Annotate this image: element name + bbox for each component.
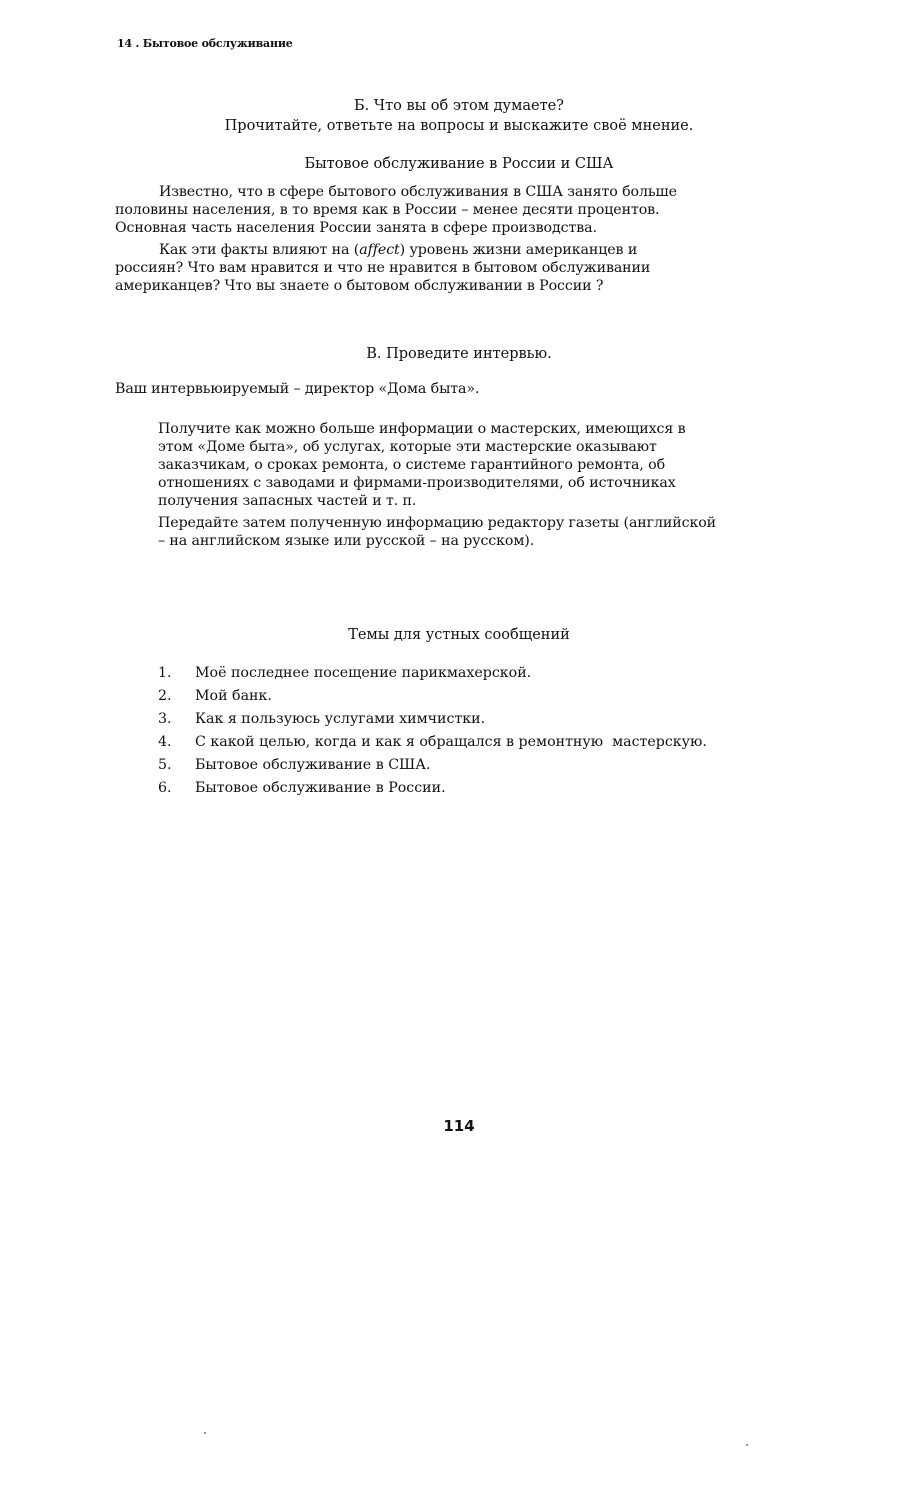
section-b-instruction: Прочитайте, ответьте на вопросы и выскажите своё мнение.	[224, 118, 694, 134]
section-v-heading: В. Проведите интервью.	[366, 346, 552, 362]
section-b-paragraph-2	[115, 241, 795, 295]
section-b-heading: Б. Что вы об этом думаете?	[354, 98, 564, 114]
text-run: ) уровень жизни американцев и	[399, 242, 638, 258]
paragraph-line: Получите как можно больше информации о мастерских, имеющихся в	[158, 421, 686, 437]
list-item	[158, 707, 707, 730]
list-item-number: 4.	[158, 733, 172, 750]
list-item	[158, 684, 707, 707]
list-item	[158, 730, 707, 753]
paragraph-line: получения запасных частей и т. п.	[158, 493, 417, 509]
list-item-number: 3.	[158, 710, 172, 727]
paragraph-line: половины населения, в то время как в России – менее десяти процентов.	[115, 202, 660, 218]
list-item-number: 6.	[158, 779, 172, 796]
list-item	[158, 776, 707, 799]
list-item-text: Мой банк.	[195, 687, 272, 704]
section-b-paragraph-1	[115, 183, 795, 237]
list-item-text: Как я пользуюсь услугами химчистки.	[195, 710, 486, 727]
list-item-text: С какой целью, когда и как я обращался в ремонтную мастерскую.	[195, 733, 707, 750]
italic-term: affect	[359, 242, 400, 258]
list-item	[158, 661, 707, 684]
section-v-interviewee: Ваш интервьюируемый – директор «Дома быта».	[115, 381, 480, 397]
list-item-text: Моё последнее посещение парикмахерской.	[195, 664, 532, 681]
scan-speck	[746, 1444, 748, 1446]
list-item-text: Бытовое обслуживание в России.	[195, 779, 446, 796]
paragraph-line: американцев? Что вы знаете о бытовом обслуживании в России ?	[115, 278, 604, 294]
paragraph-line	[115, 241, 795, 259]
topics-heading: Темы для устных сообщений	[348, 627, 570, 643]
page-number: 114	[443, 1117, 475, 1135]
paragraph-line: Основная часть населения России занята в сфере производства.	[115, 220, 597, 236]
paragraph-line: россиян? Что вам нравится и что не нравится в бытовом обслуживании	[115, 260, 651, 276]
list-item-number: 1.	[158, 664, 172, 681]
running-header: 14 . Бытовое обслуживание	[117, 37, 293, 50]
list-item-number: 2.	[158, 687, 172, 704]
section-v-task	[158, 420, 838, 550]
list-item-text: Бытовое обслуживание в США.	[195, 756, 431, 773]
paragraph-line: заказчикам, о сроках ремонта, о системе гарантийного ремонта, об	[158, 457, 666, 473]
scan-speck	[204, 1432, 206, 1434]
topics-list	[158, 661, 707, 799]
list-item	[158, 753, 707, 776]
paragraph-line: этом «Доме быта», об услугах, которые эти мастерские оказывают	[158, 439, 657, 455]
text-run: Как эти факты влияют на (	[159, 242, 360, 258]
list-item-number: 5.	[158, 756, 172, 773]
paragraph-line: – на английском языке или русской – на русском).	[158, 533, 535, 549]
section-b-subheading: Бытовое обслуживание в России и США	[304, 156, 614, 172]
paragraph-line: Передайте затем полученную информацию редактору газеты (английской	[158, 515, 717, 531]
paragraph-line: Известно, что в сфере бытового обслуживания в США занято больше	[159, 184, 677, 200]
paragraph-line: отношениях с заводами и фирмами-производителями, об источниках	[158, 475, 676, 491]
